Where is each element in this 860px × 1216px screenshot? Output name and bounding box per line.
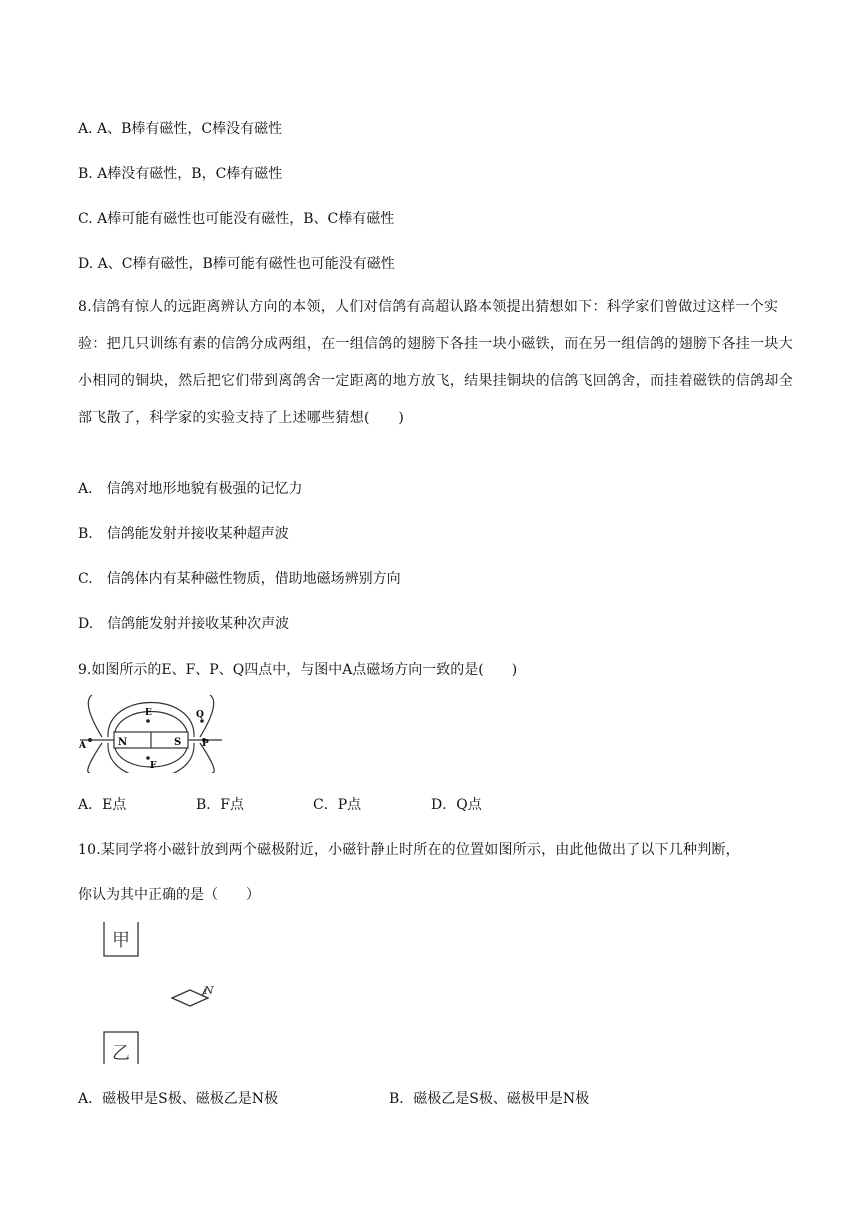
q10-option-b: B．磁极乙是S极、磁极甲是N极 <box>389 1091 590 1107</box>
q7-option-a: A. A、B棒有磁性，C棒没有磁性 <box>78 121 283 137</box>
q10-option-a: A．磁极甲是S极、磁极乙是N极 <box>78 1091 278 1107</box>
pole-jia-label: 甲 <box>112 930 130 951</box>
q10-stem-line1: 10.某同学将小磁针放到两个磁极附近，小磁针静止时所在的位置如图所示，由此他做出了以下几种判断， <box>78 842 740 858</box>
point-p-label: P <box>202 739 209 749</box>
pole-yi-label: 乙 <box>112 1043 130 1064</box>
q9-option-a: A．E点 <box>78 797 127 813</box>
q7-option-d: D. A、C棒有磁性，B棒可能有磁性也可能没有磁性 <box>78 256 395 272</box>
point-e-label: E <box>145 708 152 718</box>
q7-option-b: B. A棒没有磁性，B，C棒有磁性 <box>78 166 283 182</box>
point-f-label: F <box>150 761 157 771</box>
magnet-s-label: S <box>174 737 182 748</box>
bar-magnet-field-figure <box>76 693 226 773</box>
q8-option-c: C. 信鸽体内有某种磁性物质，借助地磁场辨别方向 <box>78 571 401 587</box>
q8-option-b: B. 信鸽能发射并接收某种超声波 <box>78 526 289 542</box>
q9-option-b: B．F点 <box>196 797 245 813</box>
needle-n-label: N <box>204 984 214 997</box>
q10-stem-line2: 你认为其中正确的是（ ） <box>78 887 260 903</box>
q9-option-c: C．P点 <box>313 797 362 813</box>
magnet-n-label: N <box>118 737 128 748</box>
point-q-label: Q <box>196 710 204 720</box>
q8-option-a: A. 信鸽对地形地貌有极强的记忆力 <box>78 481 303 497</box>
q9-stem: 9.如图所示的E、F、P、Q四点中，与图中A点磁场方向一致的是( ) <box>78 662 518 678</box>
q8-stem: 8.信鸽有惊人的远距离辨认方向的本领，人们对信鸽有高超认路本领提出猜想如下：科学家们曾做过这样一个实验：把几只训练有素的信鸽分成两组，在一组信鸽的翅膀下各挂一块小磁铁，而在另一组信鸽的翅膀下各挂一块大小相同的铜块，然后把它们带到离鸽舍一定距离的地方放飞，结果挂铜块的信鸽飞回鸽舍，而挂着磁铁的信鸽却全部飞散了，科学家的实验支持了上述哪些猜想( ) <box>78 299 793 426</box>
q9-option-d: D．Q点 <box>431 797 482 813</box>
two-poles-needle-figure <box>96 916 226 1071</box>
q8-option-d: D. 信鸽能发射并接收某种次声波 <box>78 616 290 632</box>
q7-option-c: C. A棒可能有磁性也可能没有磁性，B、C棒有磁性 <box>78 211 395 227</box>
point-a-label: A <box>79 741 86 751</box>
